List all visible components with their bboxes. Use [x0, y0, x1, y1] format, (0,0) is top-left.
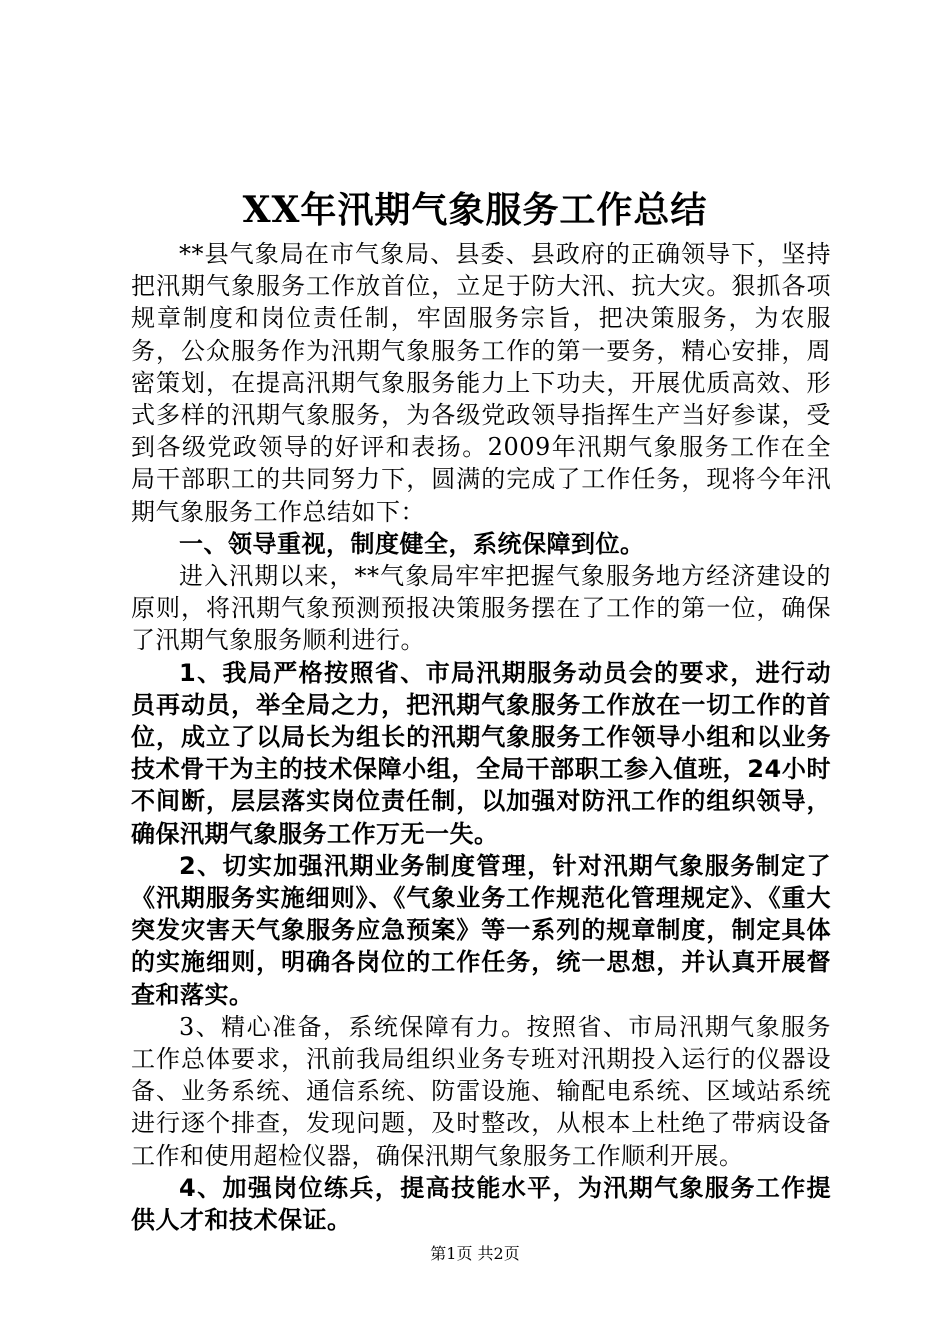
- item-1-paragraph: 1、我局严格按照省、市局汛期服务动员会的要求，进行动员再动员，举全局之力，把汛期气象服务工作放在一切工作的首位，成立了以局长为组长的汛期气象服务工作领导小组和以业务技术骨干为主的技术保障小组，全局干部职工参入值班，24小时不间断，层层落实岗位责任制，以加强对防汛工作的组织领导，确保汛期气象服务工作万无一失。: [131, 658, 831, 848]
- intro-paragraph: **县气象局在市气象局、县委、县政府的正确领导下，坚持把汛期气象服务工作放首位，立足于防大汛、抗大灾。狠抓各项规章制度和岗位责任制，牢固服务宗旨，把决策服务，为农服务，公众服务作为汛期气象服务工作的第一要务，精心安排，周密策划，在提高汛期气象服务能力上下功夫，开展优质高效、形式多样的汛期气象服务，为各级党政领导指挥生产当好参谋，受到各级党政领导的好评和表扬。2009年汛期气象服务工作在全局干部职工的共同努力下，圆满的完成了工作任务，现将今年汛期气象服务工作总结如下：: [131, 240, 831, 526]
- section-heading-1: 一、领导重视，制度健全，系统保障到位。: [179, 529, 645, 558]
- page-number-footer: 第1页 共2页: [430, 1244, 520, 1263]
- section-1-intro-paragraph: 进入汛期以来，**气象局牢牢把握气象服务地方经济建设的原则，将汛期气象预测预报决策服务摆在了工作的第一位，确保了汛期气象服务顺利进行。: [131, 562, 831, 655]
- item-4-paragraph: 4、加强岗位练兵，提高技能水平，为汛期气象服务工作提供人才和技术保证。: [131, 1173, 831, 1235]
- document-title: XX年汛期气象服务工作总结: [242, 189, 708, 231]
- item-3-paragraph: 3、精心准备，系统保障有力。按照省、市局汛期气象服务工作总体要求，汛前我局组织业务专班对汛期投入运行的仪器设备、业务系统、通信系统、防雷设施、输配电系统、区域站系统进行逐个排查，发现问题，及时整改，从根本上杜绝了带病设备工作和使用超检仪器，确保汛期气象服务工作顺利开展。: [131, 1012, 831, 1170]
- item-2-paragraph: 2、切实加强汛期业务制度管理，针对汛期气象服务制定了《汛期服务实施细则》、《气象业务工作规范化管理规定》、《重大突发灾害天气象服务应急预案》等一系列的规章制度，制定具体的实施细则，明确各岗位的工作任务，统一思想，并认真开展督查和落实。: [131, 851, 831, 1009]
- document-body: [131, 238, 831, 1236]
